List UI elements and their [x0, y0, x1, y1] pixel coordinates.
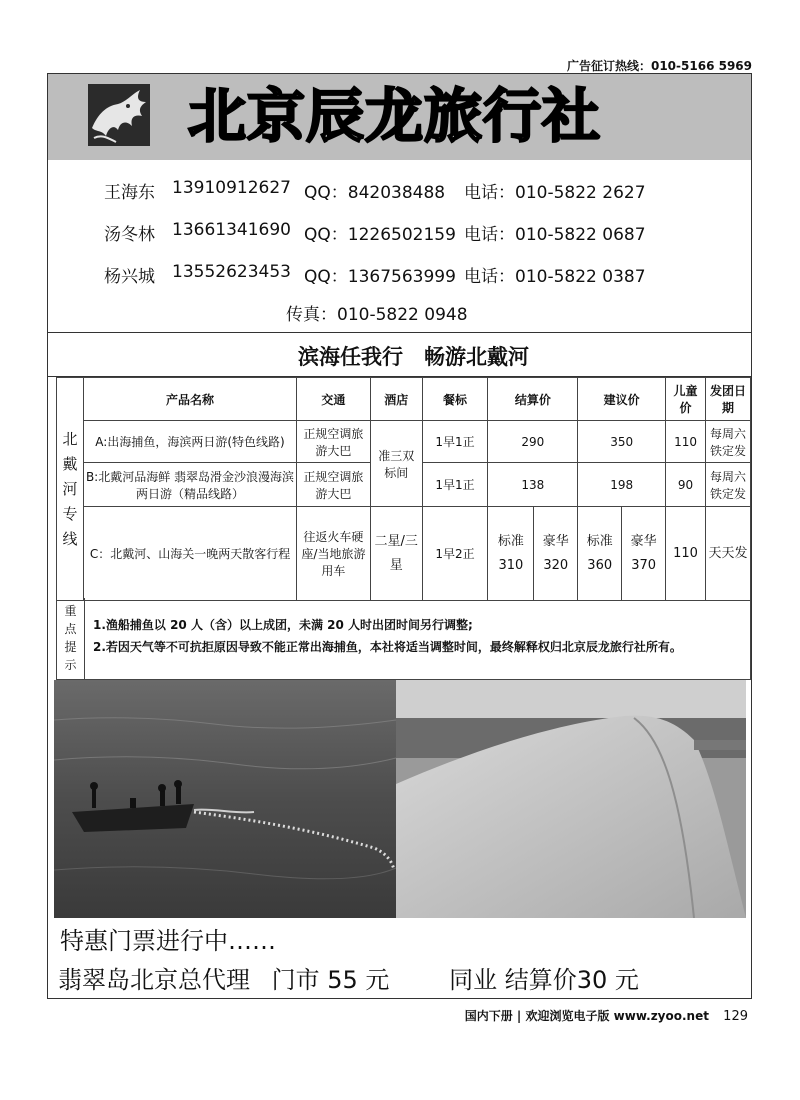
depart-date: 天天发: [706, 507, 751, 601]
tour-title: 滨海任我行 畅游北戴河: [298, 344, 529, 369]
promo-tickets: 特惠门票进行中……: [60, 927, 276, 955]
table-header-row: [57, 378, 751, 421]
contact-mobile: 13552623453: [172, 262, 291, 282]
photo-strip: [54, 680, 746, 918]
tour-price-table: [56, 377, 751, 601]
promo-trade-price: 同业 结算价30 元: [449, 966, 639, 994]
header-band: [48, 74, 751, 160]
contact-name: 杨兴城: [104, 267, 155, 287]
tour-title-bar: [48, 332, 751, 377]
header-child-price: 儿童价: [666, 378, 706, 421]
ad-frame: [47, 73, 752, 999]
line-side-label: 北 戴 河 专 线: [57, 378, 84, 601]
header-product: 产品名称: [83, 378, 296, 421]
settle-price-standard: 标准 310: [488, 507, 534, 601]
header-depart-date: 发团日期: [706, 378, 751, 421]
contact-name: 王海东: [104, 183, 155, 203]
child-price: 90: [666, 463, 706, 507]
header-settle-price: 结算价: [488, 378, 578, 421]
contact-phone: 电话：010-5822 0387: [464, 267, 646, 287]
child-price: 110: [666, 507, 706, 601]
fax-number: 传真：010-5822 0948: [286, 305, 468, 325]
contact-mobile: 13661341690: [172, 220, 291, 240]
table-row: [57, 507, 751, 601]
header-meal: 餐标: [422, 378, 488, 421]
depart-date: 每周六铁定发: [706, 463, 751, 507]
hotel: 准三双标间: [370, 421, 422, 507]
settle-price-luxury: 豪华 320: [534, 507, 578, 601]
transport: 正规空调旅游大巴: [297, 463, 371, 507]
promo-agent-prices: [58, 960, 639, 995]
notes-side-label: 重 点 提 示: [57, 598, 85, 679]
ad-hotline: 广告征订热线：010-5166 5969: [566, 59, 752, 73]
sand-dune-photo: [396, 680, 746, 918]
header-suggest-price: 建议价: [578, 378, 666, 421]
transport: 正规空调旅游大巴: [297, 421, 371, 463]
settle-price: 138: [488, 463, 578, 507]
promo-retail-price: 门市 55 元: [271, 966, 390, 994]
suggest-price-standard: 标准 360: [578, 507, 622, 601]
meal: 1早1正: [422, 463, 488, 507]
page-footer: [465, 1007, 748, 1024]
product-name: C：北戴河、山海关一晚两天散客行程: [83, 507, 296, 601]
fishing-boat-photo: [54, 680, 396, 918]
contact-phone: 电话：010-5822 0687: [464, 225, 646, 245]
header-hotel: 酒店: [370, 378, 422, 421]
contact-phone: 电话：010-5822 2627: [464, 183, 646, 203]
contact-mobile: 13910912627: [172, 178, 291, 198]
footer-text: 国内下册 | 欢迎浏览电子版 www.zyoo.net: [464, 1009, 709, 1023]
contact-qq: QQ：1226502159: [304, 225, 456, 245]
meal: 1早2正: [422, 507, 488, 601]
table-row: [57, 421, 751, 463]
contact-qq: QQ：1367563999: [304, 267, 456, 287]
dragon-logo-icon: [88, 84, 150, 146]
suggest-price-luxury: 豪华 370: [622, 507, 666, 601]
header-transport: 交通: [297, 378, 371, 421]
product-name: A:出海捕鱼，海滨两日游(特色线路): [83, 421, 296, 463]
transport: 往返火车硬座/当地旅游用车: [297, 507, 371, 601]
note-item: 1.渔船捕鱼以 20 人（含）以上成团，未满 20 人时出团时间另行调整;: [93, 618, 473, 632]
suggest-price: 198: [578, 463, 666, 507]
meal: 1早1正: [422, 421, 488, 463]
contact-name: 汤冬林: [104, 225, 155, 245]
key-notes: [56, 598, 751, 680]
note-item: 2.若因天气等不可抗拒原因导致不能正常出海捕鱼，本社将适当调整时间，最终解释权归北京辰龙旅行社所有。: [93, 640, 682, 654]
agency-name: 北京辰龙旅行社: [188, 82, 602, 150]
suggest-price: 350: [578, 421, 666, 463]
child-price: 110: [666, 421, 706, 463]
hotel: 二星/三星: [370, 507, 422, 601]
promo-agent: 翡翠岛北京总代理: [58, 966, 250, 994]
contact-qq: QQ：842038488: [304, 183, 446, 203]
page-number: 129: [723, 1009, 748, 1024]
settle-price: 290: [488, 421, 578, 463]
product-name: B:北戴河品海鲜 翡翠岛滑金沙浪漫海滨两日游（精品线路）: [83, 463, 296, 507]
depart-date: 每周六铁定发: [706, 421, 751, 463]
